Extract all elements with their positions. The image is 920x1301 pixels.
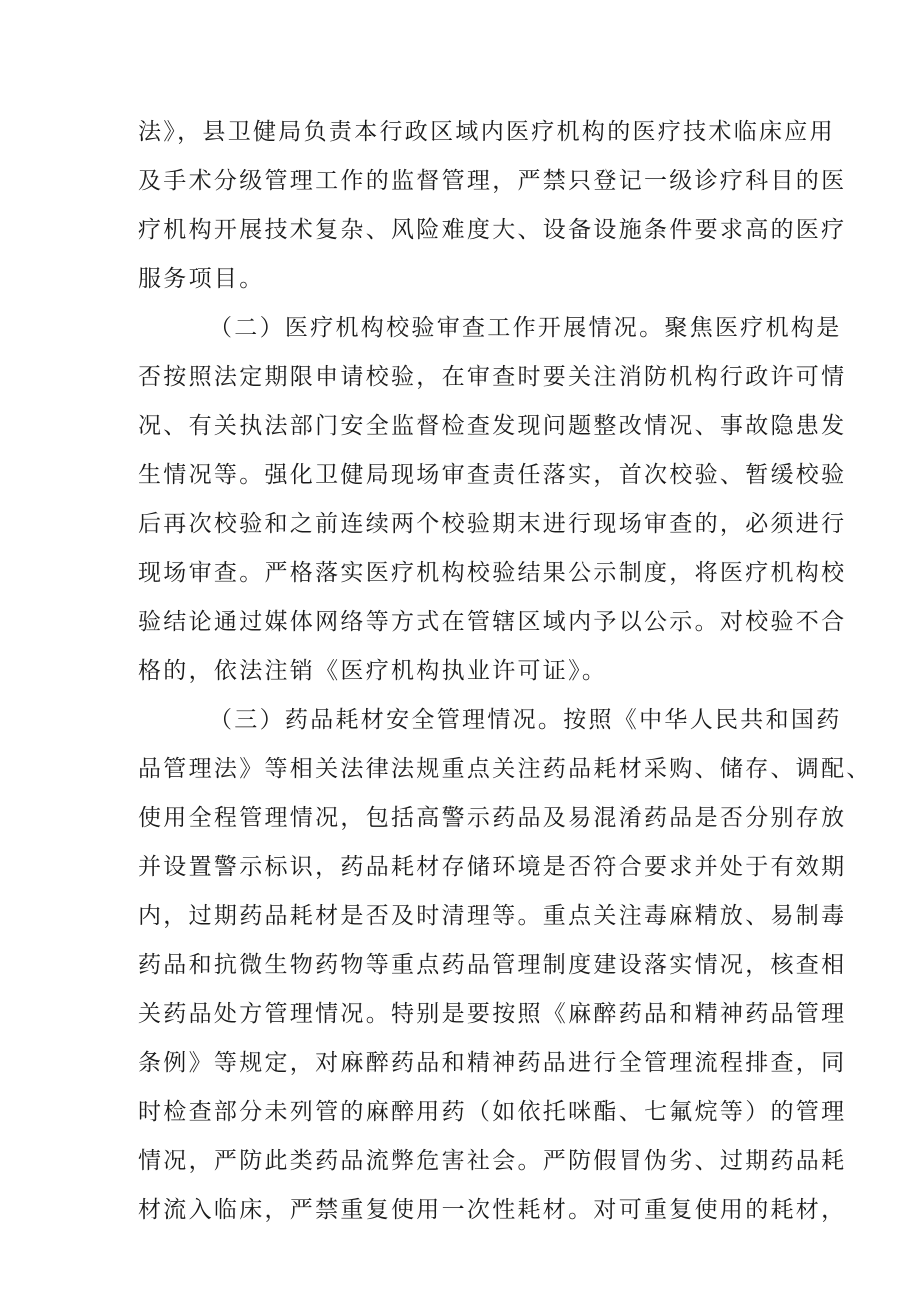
section-heading-line: （二）医疗机构校验审查工作开展情况。聚焦医疗机构是 — [209, 315, 842, 341]
text-line: 生情况等。强化卫健局现场审查责任落实，首次校验、暂缓校验 — [138, 462, 847, 488]
text-line: 及手术分级管理工作的监督管理，严禁只登记一级诊疗科目的医 — [138, 168, 847, 194]
text-line: 格的，依法注销《医疗机构执业许可证》。 — [138, 658, 608, 684]
text-line: 否按照法定期限申请校验，在审查时要关注消防机构行政许可情 — [138, 364, 847, 390]
text-line: 药品和抗微生物药物等重点药品管理制度建设落实情况，核查相 — [138, 952, 847, 978]
text-line: 条例》等规定，对麻醉药品和精神药品进行全管理流程排查，同 — [138, 1050, 847, 1076]
text-line: 后再次校验和之前连续两个校验期末进行现场审查的，必须进行 — [138, 511, 847, 537]
text-line: 并设置警示标识，药品耗材存储环境是否符合要求并处于有效期 — [138, 854, 847, 880]
text-line: 使用全程管理情况，包括高警示药品及易混淆药品是否分别存放 — [138, 805, 847, 831]
text-line: 材流入临床，严禁重复使用一次性耗材。对可重复使用的耗材， — [138, 1197, 847, 1223]
text-line: 现场审查。严格落实医疗机构校验结果公示制度，将医疗机构校 — [138, 560, 847, 586]
text-line: 情况，严防此类药品流弊危害社会。严防假冒伪劣、过期药品耗 — [138, 1148, 847, 1174]
text-line: 法》，县卫健局负责本行政区域内医疗机构的医疗技术临床应用 — [138, 119, 835, 145]
text-line: 关药品处方管理情况。特别是要按照《麻醉药品和精神药品管理 — [138, 1001, 847, 1027]
text-line: 品管理法》等相关法律法规重点关注药品耗材采购、储存、调配、 — [138, 756, 872, 782]
text-line: 况、有关执法部门安全监督检查发现问题整改情况、事故隐患发 — [138, 413, 847, 439]
text-line: 时检查部分未列管的麻醉用药（如依托咪酯、七氟烷等）的管理 — [138, 1099, 847, 1125]
text-line: 验结论通过媒体网络等方式在管辖区域内予以公示。对校验不合 — [138, 609, 847, 635]
text-line: 内，过期药品耗材是否及时清理等。重点关注毒麻精放、易制毒 — [138, 903, 847, 929]
text-line: 疗机构开展技术复杂、风险难度大、设备设施条件要求高的医疗 — [138, 217, 847, 243]
section-heading-line: （三）药品耗材安全管理情况。按照《中华人民共和国药 — [209, 707, 842, 733]
text-line: 服务项目。 — [138, 266, 265, 292]
